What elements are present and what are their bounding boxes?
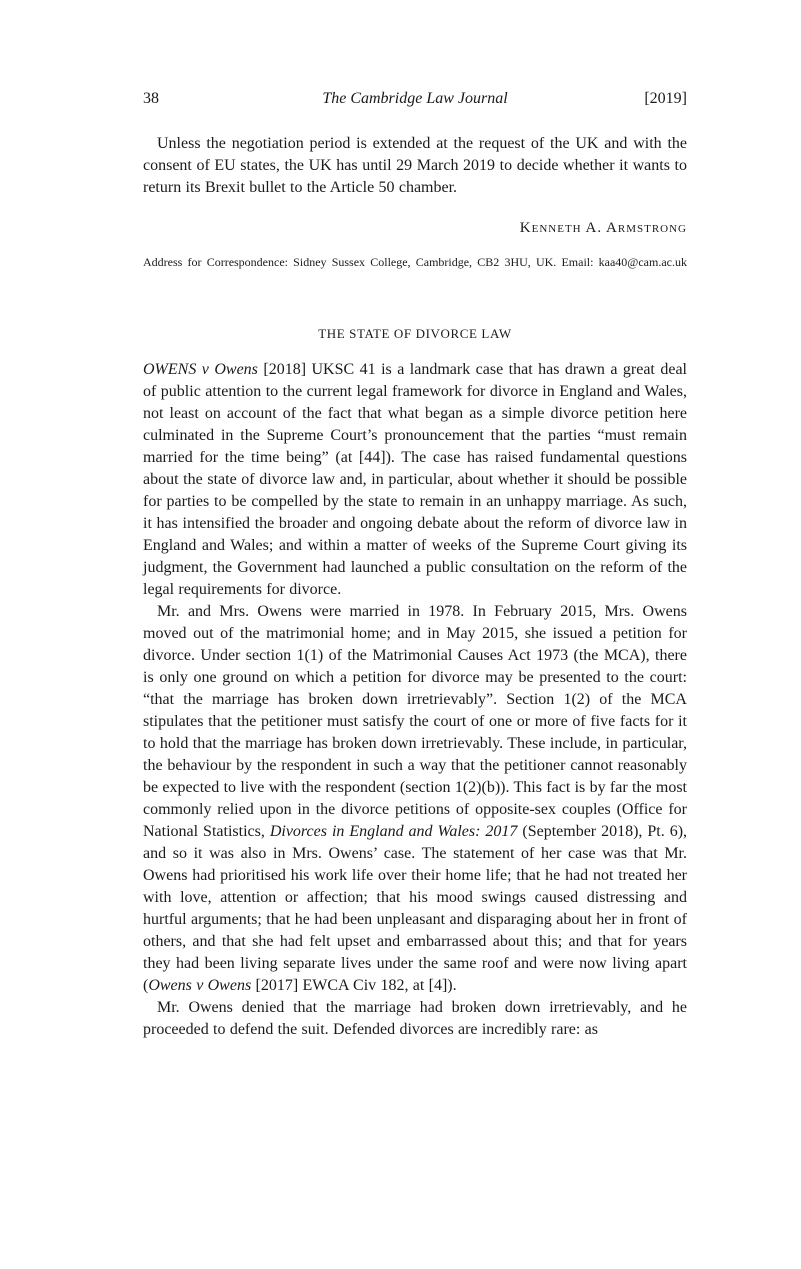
correspondence-line: Address for Correspondence: Sidney Sussex College, Cambridge, CB2 3HU, UK. Email: kaa40@cam.ac.uk [143,255,687,269]
text-run: Mr. and Mrs. Owens were married in 1978. In February 2015, Mrs. Owens moved out of the matrimonial home; and in May 2015, she issued a petition for divorce. Under section 1(1) of the Matrimonial Causes Act 1973 (the MCA), there is only one ground on which a petition for divorce may be presented to the court: “that the marriage has broken down irretrievably”. Section 1(2) of the MCA stipulates that the petitioner must satisfy the court of one or more of five facts for it to hold that the marriage has broken down irretrievably. These include, in particular, the behaviour by the respondent in such a way that the petitioner cannot reasonably be expected to live with the respondent (section 1(2)(b)). This fact is by far the most commonly relied upon in the divorce petitions of opposite-sex couples (Office for National Statistics, [143,603,687,840]
author-name: Kenneth A. Armstrong [519,220,687,236]
page-content [143,88,687,1041]
note-paragraph [143,601,687,997]
text-run: Mr. Owens denied that the marriage had broken down irretrievably, and he proceeded to defend the suit. Defended divorces are incredibly rare: as [143,999,687,1038]
case-note-title: THE STATE OF DIVORCE LAW [318,326,512,341]
note-paragraph [143,359,687,601]
text-run: [2017] EWCA Civ 182, at [4]). [251,977,457,994]
note-paragraph [143,997,687,1041]
page-number: 38 [143,90,159,107]
italic-text-run: Divorces in England and Wales: 2017 [269,823,518,840]
italic-text-run: Owens v Owens [148,977,252,994]
previous-article-closing-paragraph: Unless the negotiation period is extended at the request of the UK and with the consent of EU states, the UK has until 29 March 2019 to decide whether it wants to return its Brexit bullet to the Article 50 chamber. [143,135,687,196]
case-note-body [143,359,687,1041]
text-run: [2018] UKSC 41 is a landmark case that has drawn a great deal of public attention to the current legal framework for divorce in England and Wales, not least on account of the fact that what began as a simple divorce petition here culminated in the Supreme Court’s pronouncement that the parties “must remain married for the time being” (at [44]). The case has raised fundamental questions about the state of divorce law and, in particular, about whether it should be possible for parties to be compelled by the state to remain in an unhappy marriage. As such, it has intensified the broader and ongoing debate about the reform of divorce law in England and Wales; and within a matter of weeks of the Supreme Court giving its judgment, the Government had launched a public consultation on the reform of the legal requirements for divorce. [143,361,687,598]
journal-title: The Cambridge Law Journal [322,90,508,107]
italic-text-run: OWENS v Owens [143,361,258,378]
running-header [143,88,687,110]
text-run: (September 2018), Pt. 6), and so it was also in Mrs. Owens’ case. The statement of her case was that Mr. Owens had prioritised his work life over their home life; that he had not treated her with love, attention or affection; that his mood swings caused distressing and hurtful arguments; that he had been unpleasant and disparaging about her in front of others, and that she had felt upset and embarrassed about this; and that for years they had been living separate lives under the same roof and were now living apart ( [143,823,688,994]
journal-year: [2019] [644,90,687,107]
